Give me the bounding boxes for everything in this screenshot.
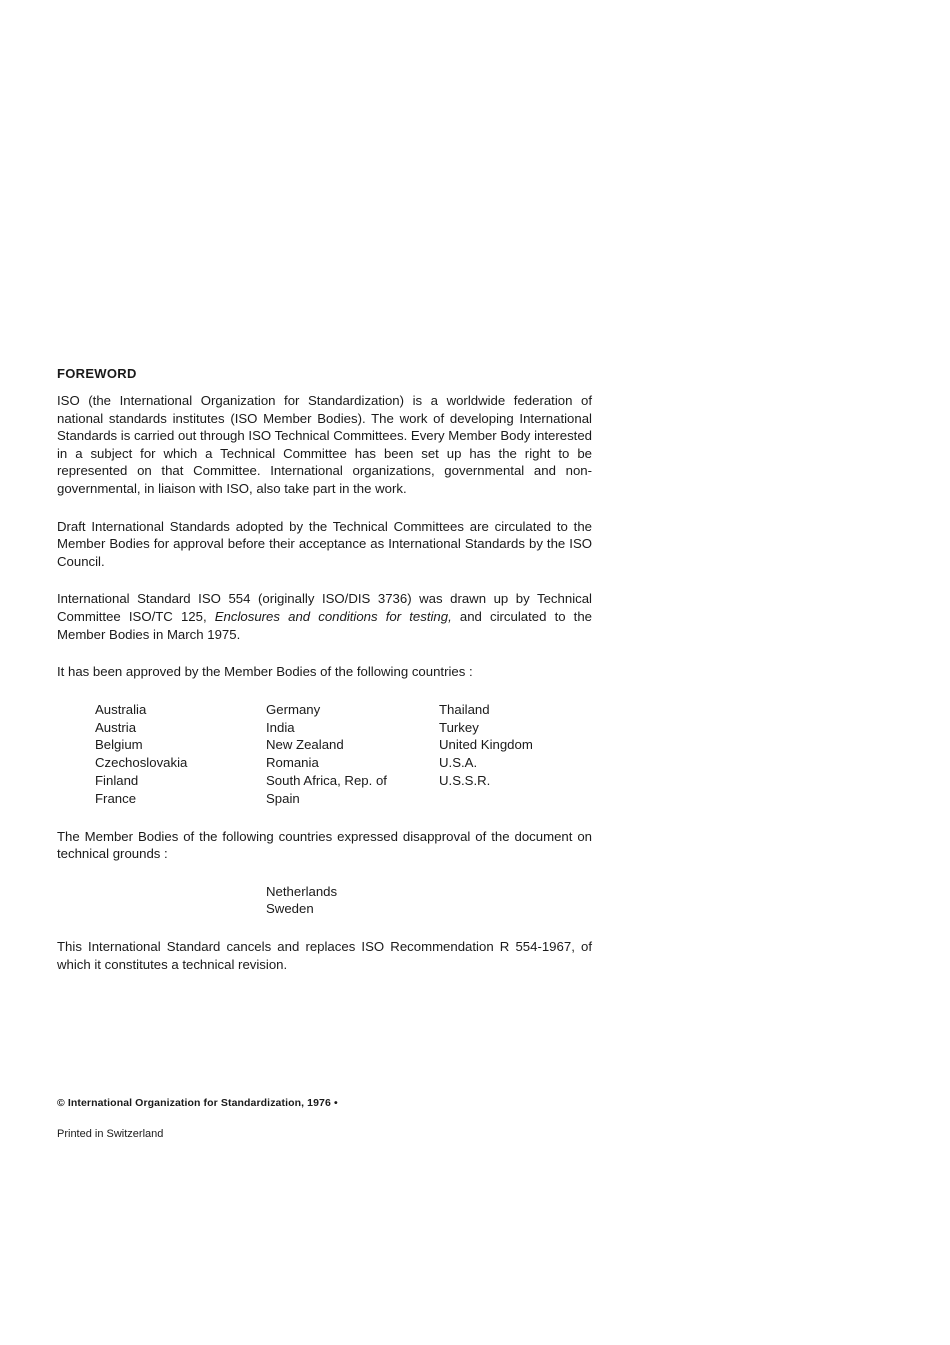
paragraph-iso-intro: ISO (the International Organization for Standardization) is a worldwide federation of national standards institutes (ISO Member Bodies). The work of developing International Standards is carried out through ISO Technical Committees. Every Member Body interested in a subject for which a Technical Committee has been set up has the right to be represented on that Committee. International organizations, governmental and non-governmental, in liaison with ISO, also take part in the work. <box>57 393 592 496</box>
paragraph-draft-standards: Draft International Standards adopted by the Technical Committees are circulated to the Member Bodies for approval before their acceptance as International Standards by the ISO Council. <box>57 518 592 569</box>
list-item: Finland <box>95 772 139 788</box>
foreword-heading: FOREWORD <box>57 366 137 381</box>
approving-countries-list <box>95 701 592 808</box>
list-item: U.S.A. <box>439 755 478 771</box>
iso-554-text-end: and circulated to the Member Bodies in March 1975. <box>57 608 593 642</box>
list-item: South Africa, Rep. of <box>266 772 387 788</box>
countries-column-2 <box>266 701 439 808</box>
paragraph-disapproval-intro: The Member Bodies of the following countries expressed disapproval of the document on technical grounds : <box>57 828 592 862</box>
disapproving-countries-list <box>266 883 592 919</box>
list-item: Turkey <box>439 719 479 735</box>
list-item: Australia <box>95 701 147 717</box>
countries-column-1 <box>95 701 266 808</box>
list-item: Czechoslovakia <box>95 755 188 771</box>
list-item: Austria <box>95 719 137 735</box>
list-item: New Zealand <box>266 737 344 753</box>
list-item: Germany <box>266 701 321 717</box>
foreword-section <box>57 366 592 993</box>
committee-title: Enclosures and conditions for testing, <box>214 608 452 624</box>
printed-in-notice: Printed in Switzerland <box>57 1128 164 1140</box>
list-item: Spain <box>266 790 300 806</box>
iso-554-text-start: International Standard ISO 554 (originally ISO/DIS 3736) was drawn up by Technical Committee ISO/TC 125, <box>57 591 592 624</box>
list-item: Romania <box>266 755 319 771</box>
paragraph-cancels-replaces: This International Standard cancels and replaces ISO Recommendation R 554-1967, of which it constitutes a technical revision. <box>57 939 592 972</box>
list-item: Netherlands <box>266 883 338 899</box>
list-item: India <box>266 719 295 735</box>
paragraph-approval-intro: It has been approved by the Member Bodies of the following countries : <box>57 664 473 680</box>
list-item: France <box>95 790 137 806</box>
countries-column-3 <box>439 701 599 808</box>
list-item: U.S.S.R. <box>439 772 491 788</box>
list-item: United Kingdom <box>439 737 533 753</box>
list-item: Sweden <box>266 901 314 917</box>
list-item: Belgium <box>95 737 143 753</box>
copyright-notice: © International Organization for Standardization, 1976 • <box>57 1097 338 1109</box>
paragraph-iso-554 <box>57 590 592 643</box>
list-item: Thailand <box>439 701 490 717</box>
